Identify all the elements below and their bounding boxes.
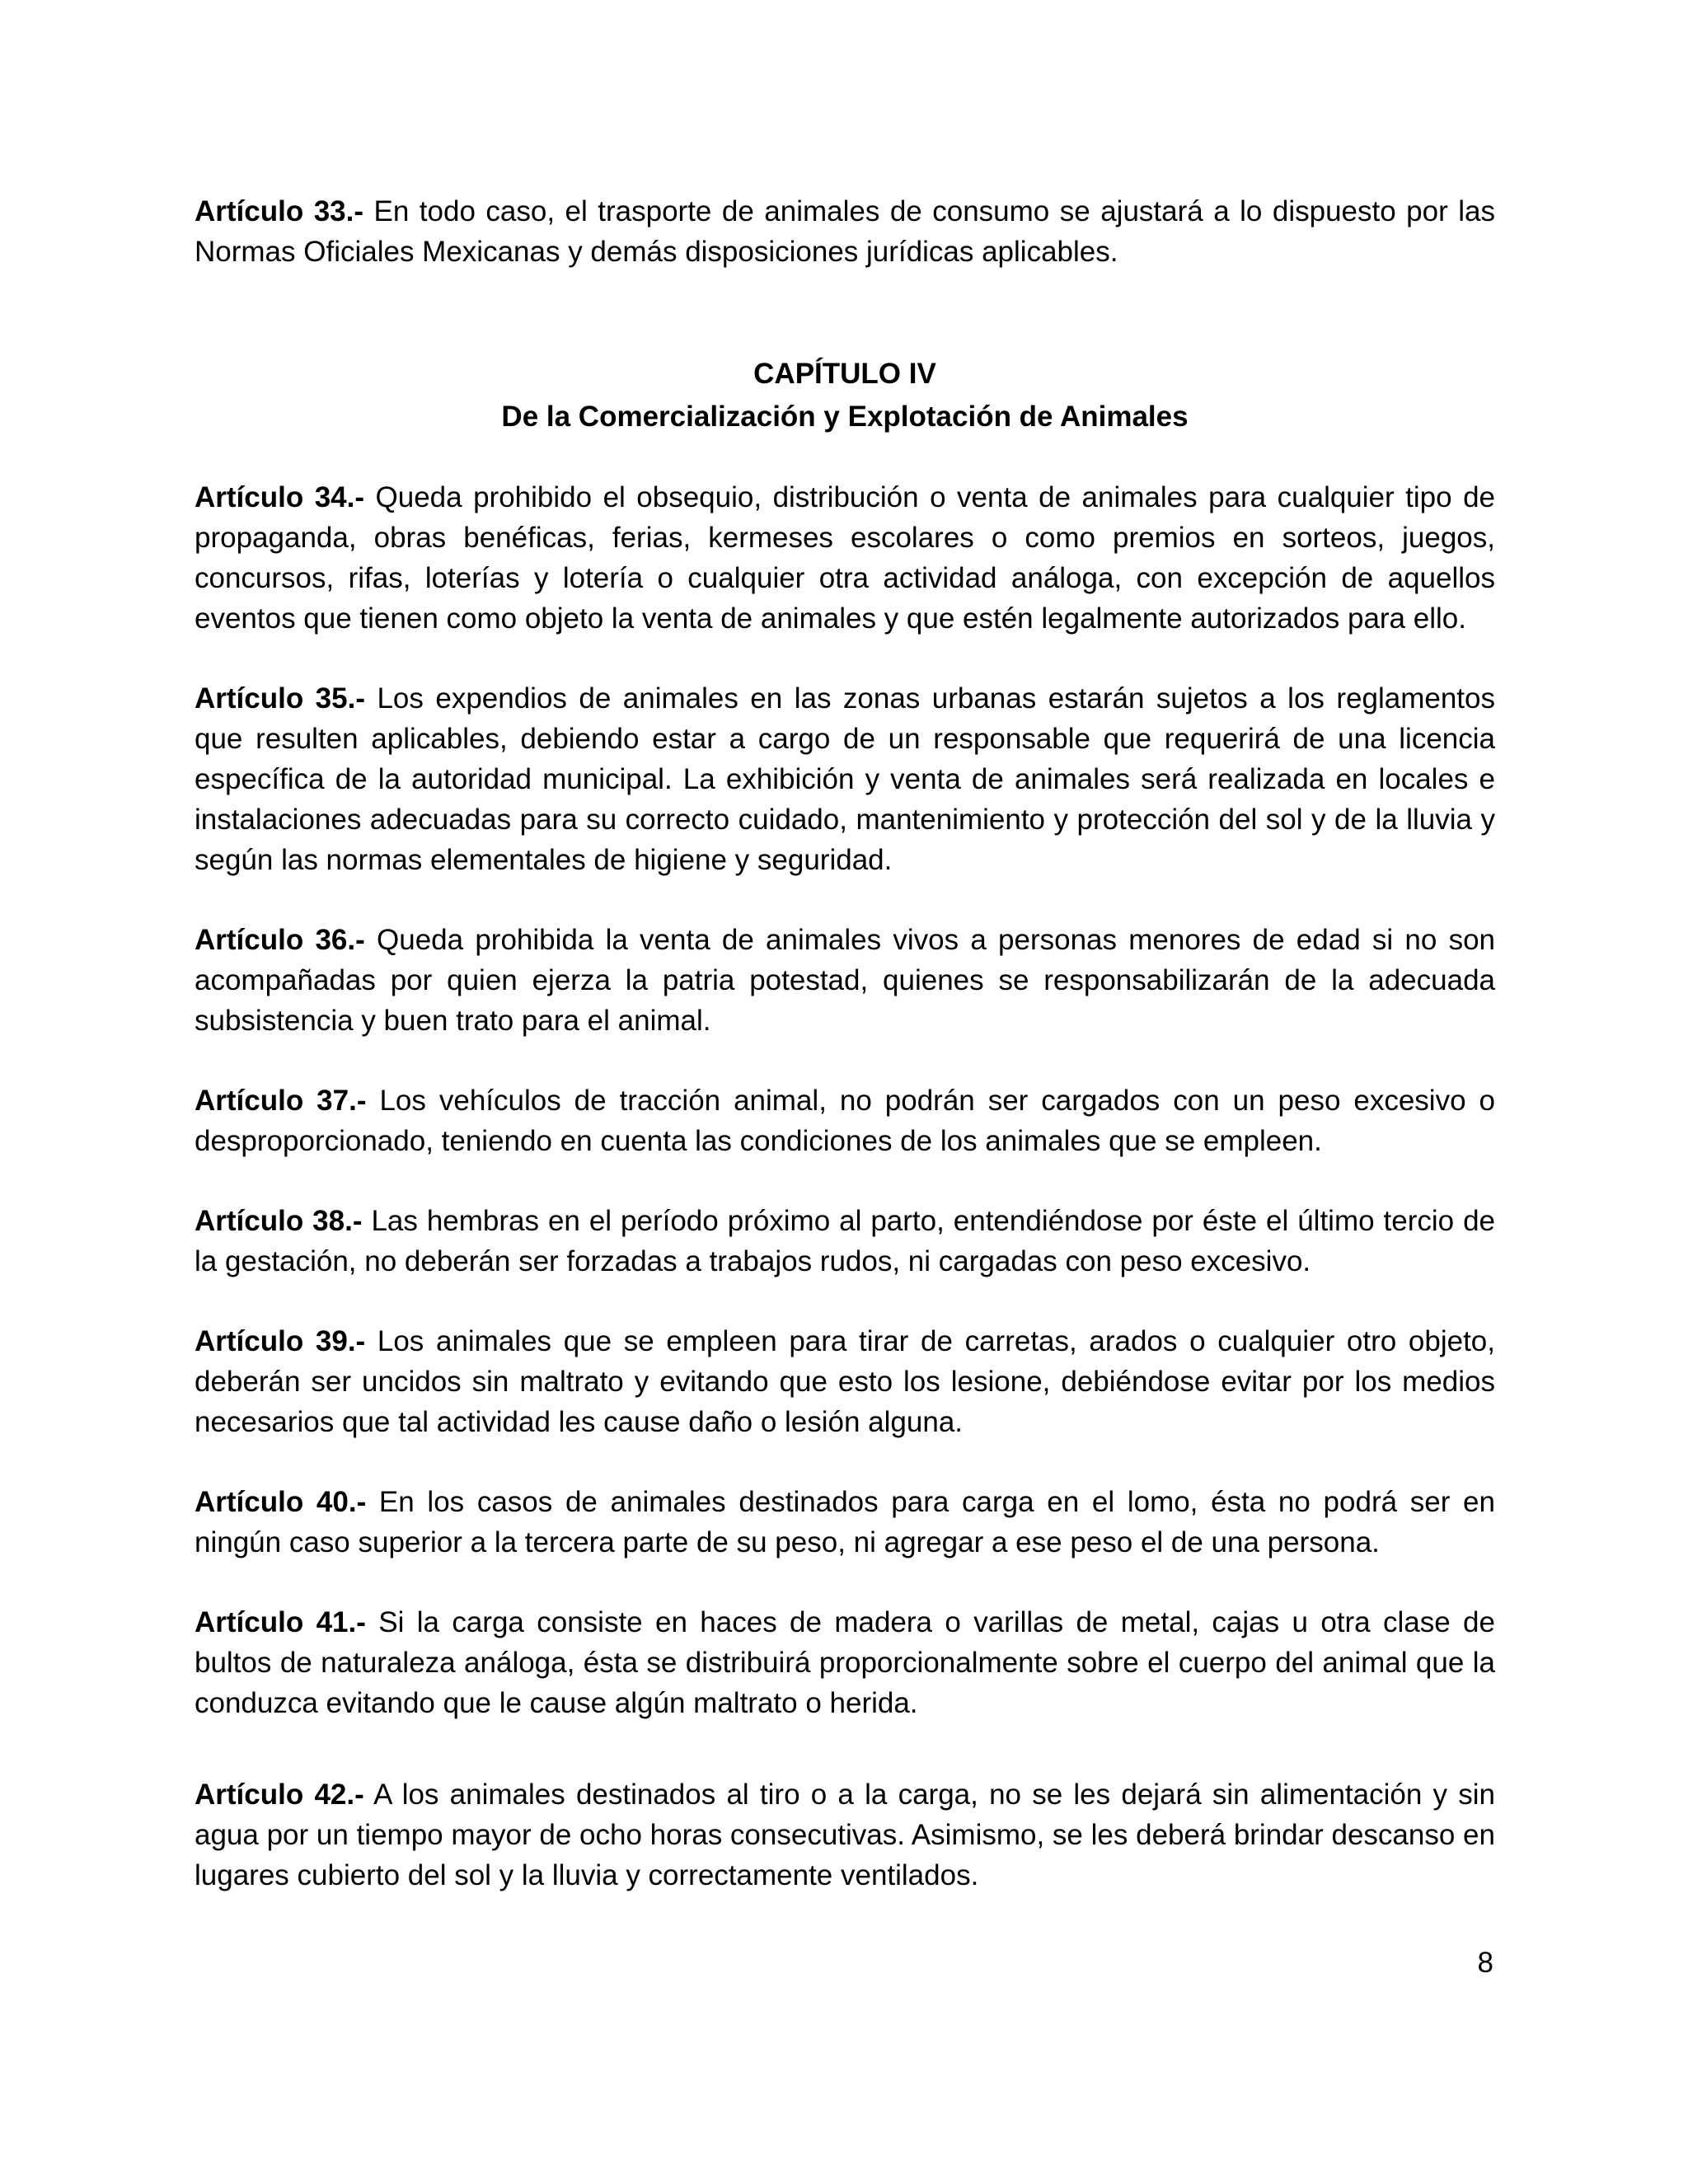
article-label: Artículo 36.-	[195, 924, 365, 956]
chapter-number: CAPÍTULO IV	[753, 358, 936, 390]
page-number: 8	[1477, 1947, 1493, 1979]
article-label: Artículo 39.-	[195, 1325, 366, 1357]
article-41	[195, 1602, 1495, 1723]
article-label: Artículo 37.-	[195, 1085, 367, 1117]
article-label: Artículo 35.-	[195, 682, 365, 715]
article-39	[195, 1321, 1495, 1442]
article-38	[195, 1201, 1495, 1282]
article-35	[195, 678, 1495, 880]
article-text: Los animales que se empleen para tirar de carretas, arados o cualquier otro objeto, deberán ser uncidos sin maltrato y evitando que esto los lesione, debiéndose evitar por los medios necesarios que tal actividad les cause daño o lesión alguna.	[195, 1325, 1495, 1438]
article-text: Queda prohibido el obsequio, distribución o venta de animales para cualquier tipo de propaganda, obras benéficas, ferias, kermeses escolares o como premios en sorteos, juegos, concursos, rifas, loterías y lotería o cualquier otra actividad análoga, con excepción de aquellos eventos que tienen como objeto la venta de animales y que estén legalmente autorizados para ello.	[195, 481, 1495, 635]
article-text: A los animales destinados al tiro o a la carga, no se les dejará sin alimentación y sin agua por un tiempo mayor de ocho horas consecutivas. Asimismo, se les deberá brindar descanso en lugares cubierto del sol y la lluvia y correctamente ventilados.	[195, 1779, 1496, 1891]
article-label: Artículo 33.-	[195, 195, 364, 227]
article-label: Artículo 42.-	[195, 1779, 364, 1811]
article-text: Los expendios de animales en las zonas urbanas estarán sujetos a los reglamentos que resulten aplicables, debiendo estar a cargo de un responsable que requerirá de una licencia específica de la autoridad municipal. La exhibición y venta de animales será realizada en locales e instalaciones adecuadas para su correcto cuidado, mantenimiento y protección del sol y de la lluvia y según las normas elementales de higiene y seguridad.	[195, 682, 1495, 876]
article-text: En todo caso, el trasporte de animales de consumo se ajustará a lo dispuesto por las Normas Oficiales Mexicanas y demás disposiciones jurídicas aplicables.	[195, 195, 1495, 268]
article-label: Artículo 40.-	[195, 1486, 367, 1518]
article-42	[195, 1774, 1495, 1896]
chapter-heading	[195, 353, 1495, 438]
chapter-title: De la Comercialización y Explotación de Animales	[501, 401, 1189, 433]
article-text: Queda prohibida la venta de animales vivos a personas menores de edad si no son acompañadas por quien ejerza la patria potestad, quienes se responsabilizarán de la adecuada subsistencia y buen trato para el animal.	[195, 924, 1495, 1037]
article-label: Artículo 38.-	[195, 1205, 363, 1237]
article-37	[195, 1080, 1495, 1161]
article-40	[195, 1482, 1495, 1563]
article-label: Artículo 41.-	[195, 1606, 366, 1638]
article-34	[195, 477, 1495, 639]
article-text: En los casos de animales destinados para carga en el lomo, ésta no podrá ser en ningún caso superior a la tercera parte de su peso, ni agregar a ese peso el de una persona.	[195, 1486, 1495, 1558]
article-text: Los vehículos de tracción animal, no podrán ser cargados con un peso excesivo o desproporcionado, teniendo en cuenta las condiciones de los animales que se empleen.	[195, 1085, 1495, 1157]
article-text: Las hembras en el período próximo al parto, entendiéndose por éste el último tercio de la gestación, no deberán ser forzadas a trabajos rudos, ni cargadas con peso excesivo.	[195, 1205, 1495, 1277]
document-page	[195, 191, 1495, 1935]
article-label: Artículo 34.-	[195, 481, 365, 513]
article-text: Si la carga consiste en haces de madera o varillas de metal, cajas u otra clase de bultos de naturaleza análoga, ésta se distribuirá proporcionalmente sobre el cuerpo del animal que la conduzca evitando que le cause algún maltrato o herida.	[195, 1606, 1495, 1719]
article-36	[195, 920, 1495, 1041]
article-33	[195, 191, 1495, 272]
